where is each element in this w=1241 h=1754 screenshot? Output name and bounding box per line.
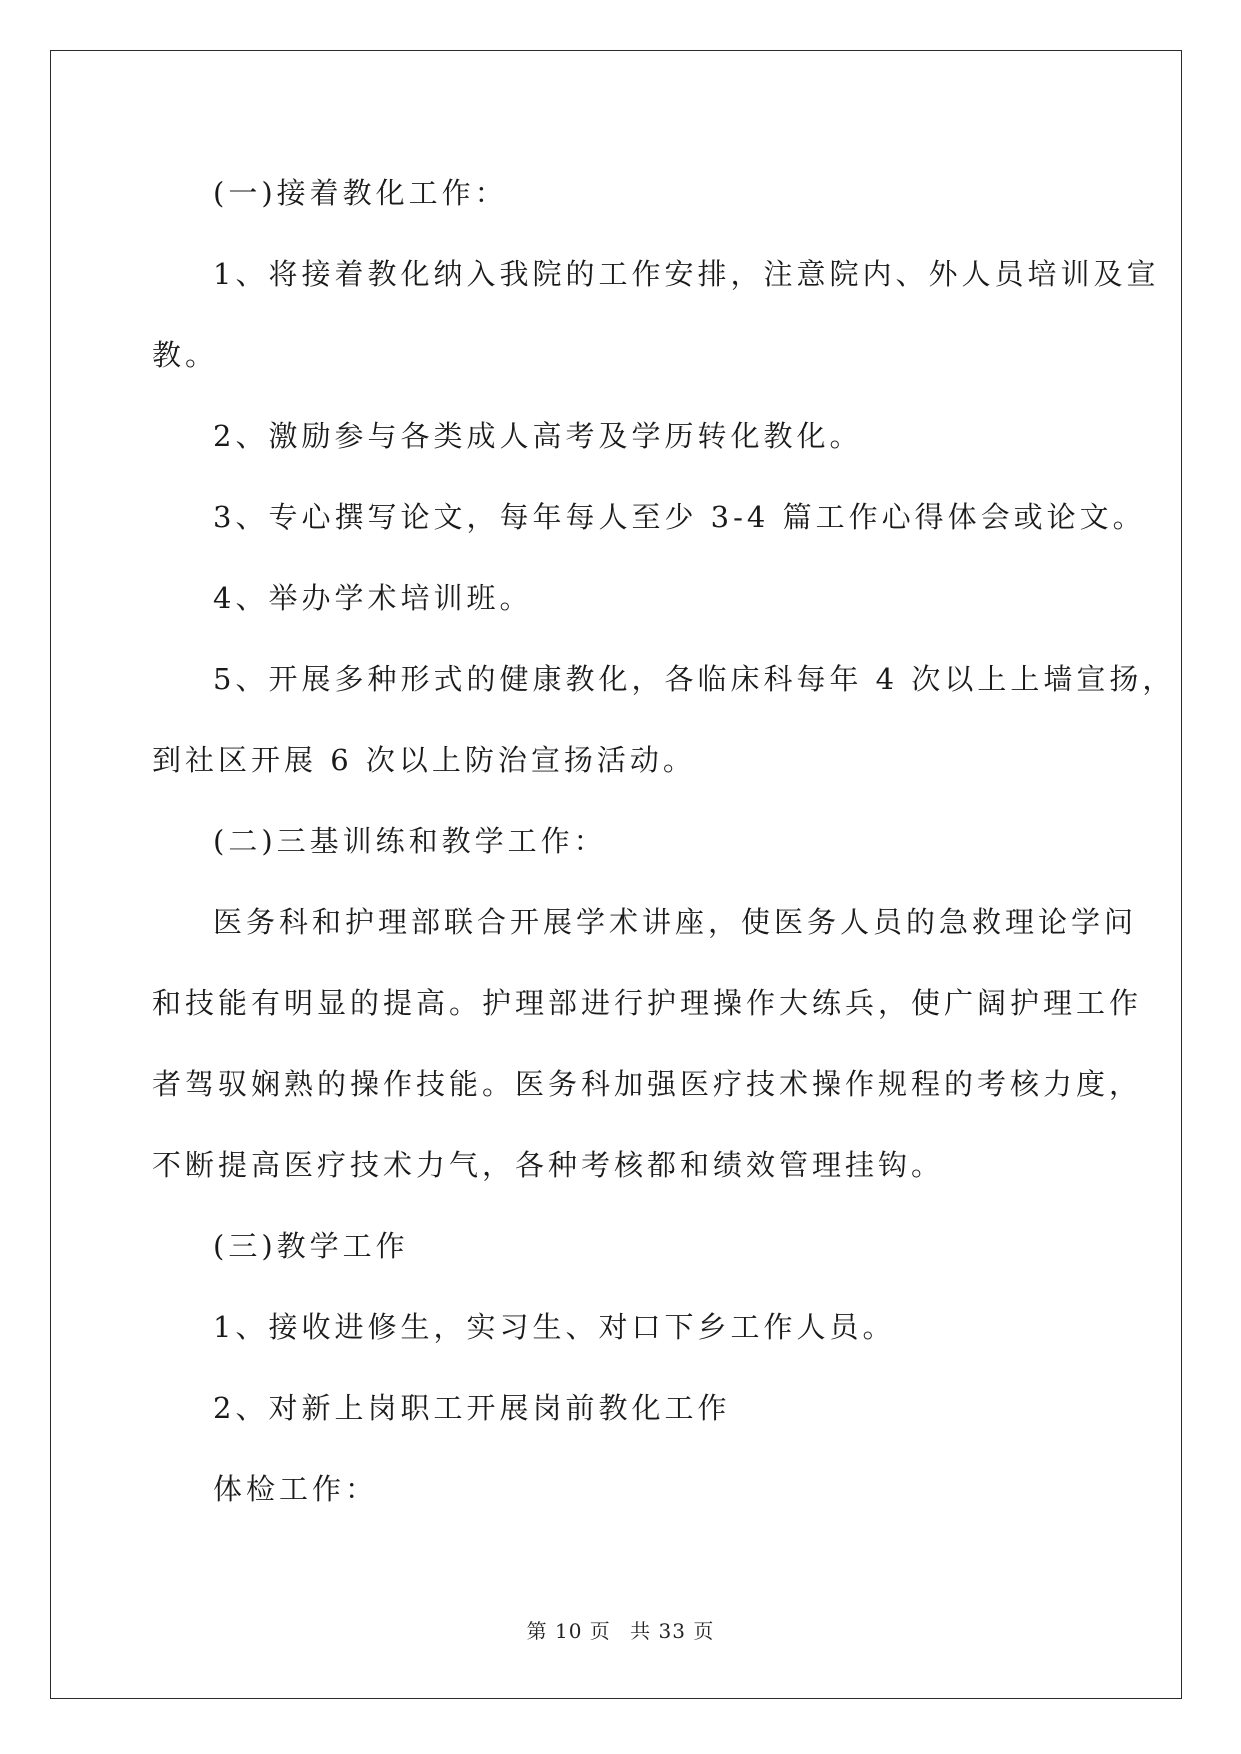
paragraph-line: 2、激励参与各类成人高考及学历转化教化。 [213, 419, 863, 453]
section-heading-3: (三)教学工作 [213, 1229, 409, 1263]
section-heading-4: 体检工作： [213, 1472, 379, 1506]
paragraph-line: 教。 [152, 338, 219, 372]
paragraph-line: 到社区开展 6 次以上防治宣扬活动。 [152, 743, 696, 777]
paragraph-line: 医务科和护理部联合开展学术讲座，使医务人员的急救理论学问 [213, 905, 1138, 939]
paragraph-line: 3、专心撰写论文，每年每人至少 3-4 篇工作心得体会或论文。 [213, 500, 1146, 534]
paragraph-line: 1、将接着教化纳入我院的工作安排，注意院内、外人员培训及宣 [213, 257, 1160, 291]
paragraph-line: 不断提高医疗技术力气，各种考核都和绩效管理挂钩。 [152, 1148, 945, 1182]
page-border [50, 50, 1182, 1699]
page-total: 共 33 页 [630, 1619, 715, 1643]
paragraph-line: 2、对新上岗职工开展岗前教化工作 [213, 1391, 731, 1425]
paragraph-line: 者驾驭娴熟的操作技能。医务科加强医疗技术操作规程的考核力度， [152, 1067, 1143, 1101]
paragraph-line: 4、举办学术培训班。 [213, 581, 533, 615]
paragraph-line: 5、开展多种形式的健康教化，各临床科每年 4 次以上上墙宣扬， [213, 662, 1176, 696]
section-heading-2: (二)三基训练和教学工作： [213, 824, 607, 858]
page-current: 第 10 页 [526, 1619, 611, 1643]
section-heading-1: (一)接着教化工作： [213, 176, 508, 210]
paragraph-line: 1、接收进修生，实习生、对口下乡工作人员。 [213, 1310, 896, 1344]
paragraph-line: 和技能有明显的提高。护理部进行护理操作大练兵，使广阔护理工作 [152, 986, 1143, 1020]
page-footer [0, 1615, 1241, 1644]
